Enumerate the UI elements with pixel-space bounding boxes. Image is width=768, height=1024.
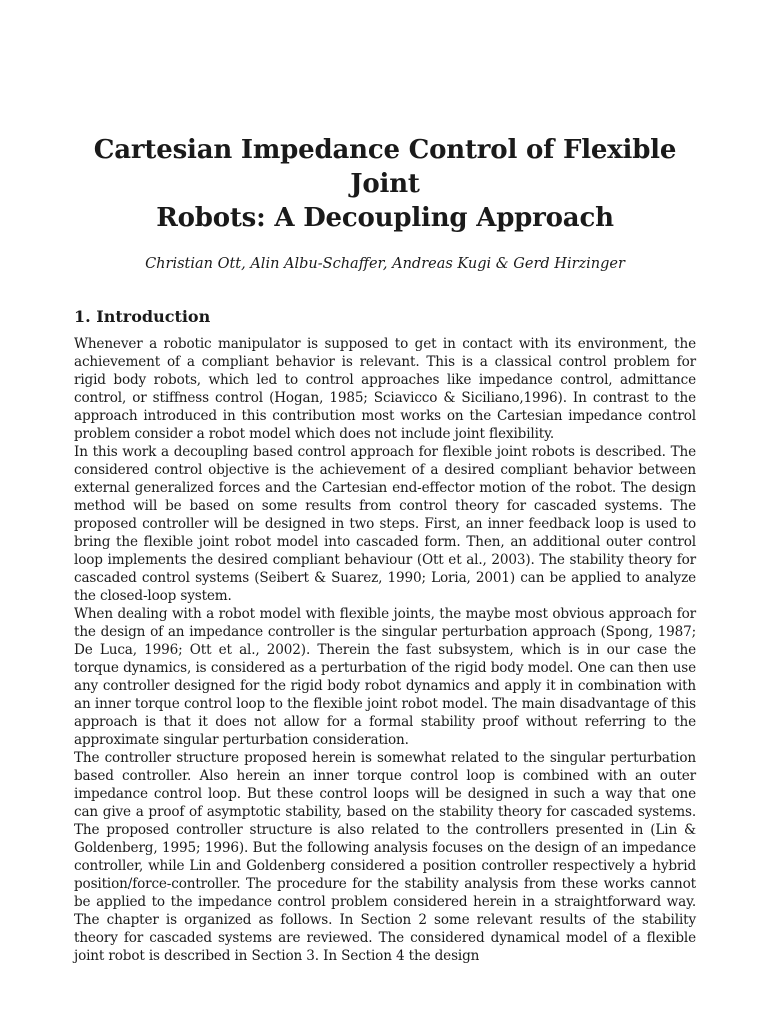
document-page	[74, 0, 696, 965]
paper-title	[74, 133, 696, 235]
section-heading-introduction: 1. Introduction	[74, 307, 211, 326]
paragraph-4: The controller structure proposed herein is somewhat related to the singular perturbation based controller. Also herein an inner torque control loop is combined with an outer impedance control loop. But these control loops will be designed in such a way that one can give a proof of asymptotic stability, based on the stability theory for cascaded systems. The proposed controller structure is also related to the controllers presented in (Lin & Goldenberg, 1995; 1996). But the following analysis focuses on the design of an impedance controller, while Lin and Goldenberg considered a position controller respectively a hybrid position/force-controller. The procedure for the stability analysis from these works cannot be applied to the impedance control problem considered herein in a straightforward way. The chapter is organized as follows. In Section 2 some relevant results of the stability theory for cascaded systems are reviewed. The considered dynamical model of a flexible joint robot is described in Section 3. In Section 4 the design	[74, 750, 696, 964]
paper-title-line-1: Cartesian Impedance Control of Flexible Joint	[93, 135, 677, 199]
paper-authors: Christian Ott, Alin Albu-Schaffer, Andreas Kugi & Gerd Hirzinger	[145, 256, 625, 272]
paper-title-line-2: Robots: A Decoupling Approach	[156, 203, 614, 233]
paragraph-1: Whenever a robotic manipulator is supposed to get in contact with its environment, the achievement of a compliant behavior is relevant. This is a classical control problem for rigid body robots, which led to control approaches like impedance control, admittance control, or stiffness control (Hogan, 1985; Sciavicco & Siciliano,1996). In contrast to the approach introduced in this contribution most works on the Cartesian impedance control problem consider a robot model which does not include joint flexibility.	[74, 336, 696, 442]
paragraph-2: In this work a decoupling based control approach for flexible joint robots is described. The considered control objective is the achievement of a desired compliant behavior between external generalized forces and the Cartesian end-effector motion of the robot. The design method will be based on some results from control theory for cascaded systems. The proposed controller will be designed in two steps. First, an inner feedback loop is used to bring the flexible joint robot model into cascaded form. Then, an additional outer control loop implements the desired compliant behaviour (Ott et al., 2003). The stability theory for cascaded control systems (Seibert & Suarez, 1990; Loria, 2001) can be applied to analyze the closed-loop system.	[74, 444, 696, 604]
section-body	[74, 335, 696, 965]
paragraph-3: When dealing with a robot model with flexible joints, the maybe most obvious approach for the design of an impedance controller is the singular perturbation approach (Spong, 1987; De Luca, 1996; Ott et al., 2002). Therein the fast subsystem, which is in our case the torque dynamics, is considered as a perturbation of the rigid body model. One can then use any controller designed for the rigid body robot dynamics and apply it in combination with an inner torque control loop to the flexible joint robot model. The main disadvantage of this approach is that it does not allow for a formal stability proof without referring to the approximate singular perturbation consideration.	[74, 606, 696, 748]
